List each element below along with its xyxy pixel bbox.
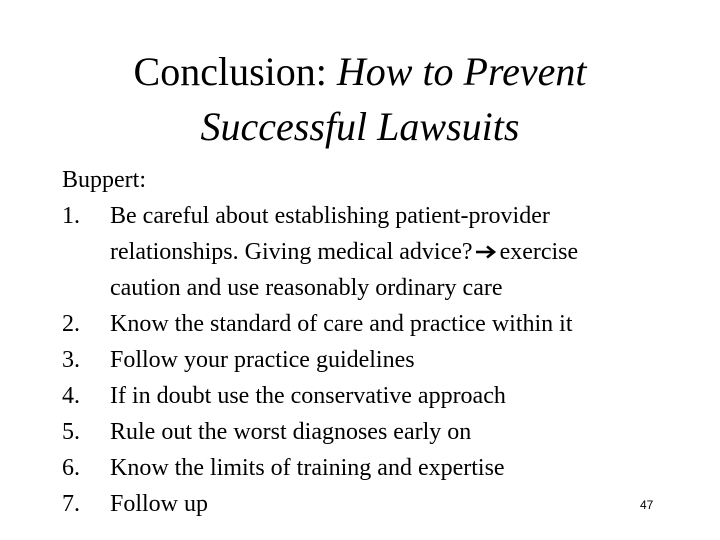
list-text: Rule out the worst diagnoses early on — [110, 419, 472, 445]
list-text-line — [110, 234, 682, 270]
page-number: 47 — [640, 498, 654, 512]
list-text-fragment: relationships. Giving medical advice? — [110, 239, 473, 265]
list-text: Follow up — [110, 491, 209, 517]
list-number: 5. — [62, 419, 80, 445]
list-number: 2. — [62, 311, 80, 337]
list-number: 3. — [62, 347, 80, 373]
title-line-1 — [60, 44, 660, 99]
list-item-7 — [62, 486, 682, 522]
slide-body — [62, 162, 682, 522]
list-number: 7. — [62, 491, 80, 517]
list-text: Know the limits of training and expertise — [110, 455, 505, 481]
list-text: If in doubt use the conservative approach — [110, 383, 506, 409]
list-text: Follow your practice guidelines — [110, 347, 415, 373]
list-text: Know the standard of care and practice within it — [110, 311, 573, 337]
list-text — [110, 198, 682, 306]
list-text-line: Be careful about establishing patient-provider — [110, 203, 550, 229]
list-item-3 — [62, 342, 682, 378]
list-text-line: caution and use reasonably ordinary care — [110, 275, 503, 301]
list-item-4 — [62, 378, 682, 414]
title-prefix: Conclusion: — [133, 49, 337, 94]
list-number: 6. — [62, 455, 80, 481]
list-item-5 — [62, 414, 682, 450]
right-arrow-icon — [473, 234, 500, 270]
list-item-2 — [62, 306, 682, 342]
title-line-2: Successful Lawsuits — [200, 104, 520, 149]
intro-text: Buppert: — [62, 167, 146, 193]
title-italic-1: How to Prevent — [336, 49, 587, 94]
list-text-fragment: exercise — [499, 239, 579, 265]
slide-title — [60, 44, 660, 154]
list-number: 1. — [62, 203, 80, 229]
list-item-6 — [62, 450, 682, 486]
list-number: 4. — [62, 383, 80, 409]
list-item-1 — [62, 198, 682, 306]
